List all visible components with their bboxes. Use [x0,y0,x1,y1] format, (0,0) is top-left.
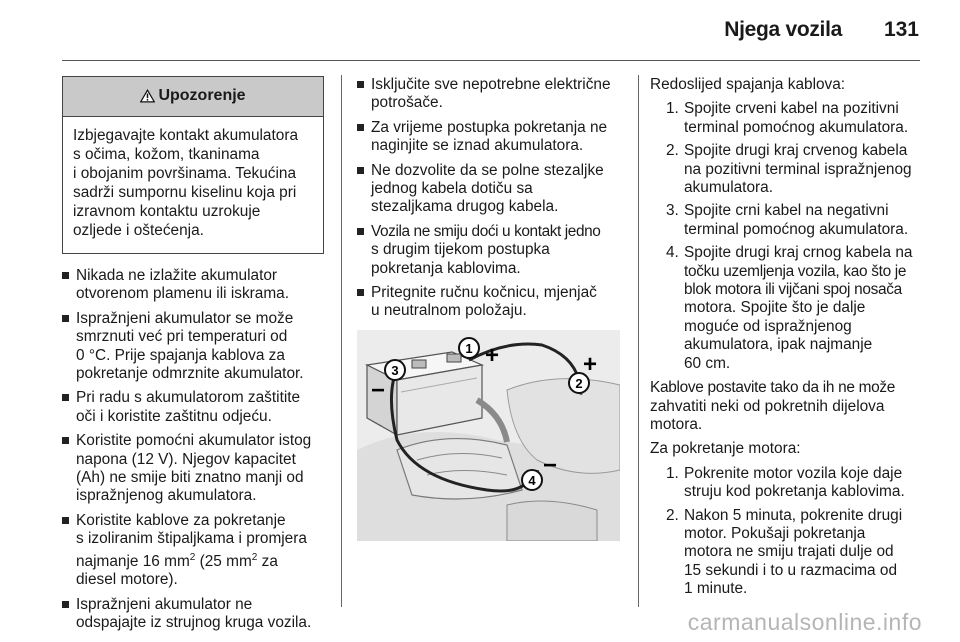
list-item [357,284,627,321]
text-line: 1 minute. [684,580,748,598]
marker-label: 1 [465,340,473,356]
text-line: (Ah) ne smije biti znatno manji od [76,469,304,487]
list-item [357,162,627,217]
marker-1 [459,338,479,358]
list-item [650,244,922,373]
text-line: pokretanje odmrznite akumulator. [76,365,304,383]
plus-sign: + [583,350,598,378]
bullet-square-icon [62,315,69,322]
text-line: zahvatiti neki od pokretnih dijelova [650,397,885,415]
text-line: motor. Pokušaji pokretanja [684,524,866,542]
text-line: Spojite crni kabel na negativni [684,202,889,220]
text-line: motora. [650,415,703,433]
text-line: odspajajte iz strujnog kruga vozila. [76,614,312,632]
warning-box [62,76,324,254]
list-item [357,76,627,113]
text-line: u neutralnom položaju. [371,302,527,320]
warning-line: Izbjegavajte kontakt akumulatora [73,127,299,144]
bullet-square-icon [62,601,69,608]
bullet-square-icon [62,437,69,444]
text-line: oči i koristite zaštitnu odjeću. [76,407,272,425]
list-item [62,389,324,426]
warning-line: i obojanim površinama. Tekućina [73,165,296,182]
text-line: motora. Spojite što je dalje [684,299,866,317]
superscript: 2 [251,551,258,563]
text-line: točku uzemljenja vozila, kao što je [684,262,907,280]
text-line: 15 sekundi i to u razmacima od [684,561,898,579]
warning-triangle-icon [140,89,155,103]
text-line: akumulatora, ipak najmanje [684,336,873,354]
text-line: Ispražnjeni akumulator ne [76,595,253,613]
header-divider [62,60,920,61]
connection-intro [650,76,922,94]
precaution-list [62,267,324,632]
list-item [62,310,324,384]
text-line: otvorenom plamenu ili iskrama. [76,285,289,303]
warning-header [63,77,323,117]
text-line: blok motora ili vijčani spoj nosača [684,281,902,299]
marker-label: 2 [575,375,583,391]
text-line: Za pokretanje motora: [650,440,801,458]
step-number: 3. [666,202,679,220]
text-line: pokretanja kablovima. [371,259,521,277]
marker-label: 3 [391,362,399,378]
text-line: Isključite sve nepotrebne električne [371,76,611,93]
column-left [62,76,324,638]
text-line: Spojite drugi kraj crvenog kabela [684,142,908,160]
engine-bay-drawing [357,330,620,541]
text-line: Pri radu s akumulatorom zaštitite [76,389,301,407]
text-line: terminal pomoćnog akumulatora. [684,118,909,136]
column-divider [341,75,342,607]
minus-sign: − [543,451,558,479]
text-line: Koristite pomoćni akumulator istog [76,432,312,450]
column-right [650,76,922,605]
text-line: moguće od ispražnjenog [684,317,852,335]
superscript: 2 [189,551,196,563]
warning-title: Upozorenje [158,87,246,105]
text-line: Spojite drugi kraj crnog kabela na [684,244,913,262]
page-number: 131 [883,18,919,41]
text-line: diesel motore). [76,571,178,589]
column-middle [357,76,627,541]
text-line: stezaljkama drugog kabela. [371,198,559,216]
text-line: Nakon 5 minuta, pokrenite drugi [684,506,903,524]
list-item [650,202,922,239]
text-line: Za vrijeme postupka pokretanja ne [371,118,608,136]
text-line [76,549,324,572]
warning-line: izravnom kontaktu uzrokuje [73,203,261,220]
list-item [357,119,627,156]
page-header [0,0,960,62]
bullet-square-icon [357,289,364,296]
plus-sign: + [485,341,500,369]
list-item [62,596,324,633]
text-line: struju kod pokretanja kablovima. [684,483,905,501]
minus-sign: − [371,376,386,404]
text-line: Spojite crveni kabel na pozitivni [684,100,899,118]
text-line: smrznuti već pri temperaturi od [76,328,288,346]
jump-start-illustration [357,330,620,541]
warning-line: s očima, kožom, tkaninama [73,146,260,163]
bullet-square-icon [357,81,364,88]
list-item [62,432,324,506]
bullet-square-icon [62,272,69,279]
marker-3 [385,360,405,380]
text-line: Redoslijed spajanja kablova: [650,76,846,93]
text-line: terminal pomoćnog akumulatora. [684,220,909,238]
start-intro [650,440,922,458]
cable-placement-note [650,379,922,434]
warning-line: ozljede i oštećenja. [73,222,204,239]
text-line: s izoliranim štipaljkama i promjera [76,530,307,548]
list-item [650,465,922,502]
marker-label: 4 [528,472,536,488]
text-line: 60 cm. [684,354,731,372]
text-fragment: najmanje 16 mm [76,552,190,570]
text-fragment: (25 mm [195,552,252,570]
text-line: Kablove postavite tako da ih ne može [650,379,896,397]
text-line: Koristite kablove za pokretanje [76,511,286,529]
list-item [650,507,922,599]
text-line: Vozila ne smiju doći u kontakt jedno [371,222,601,240]
text-line: Pritegnite ručnu kočnicu, mjenjač [371,284,597,302]
bullet-square-icon [357,167,364,174]
text-line: napona (12 V). Njegov kapacitet [76,450,296,468]
precaution-list-continued [357,76,627,321]
start-steps [650,465,922,599]
text-line: motora ne smiju trajati dulje od [684,543,894,561]
bullet-square-icon [357,124,364,131]
step-number: 2. [666,506,679,524]
warning-line: sadrži sumpornu kiselinu koja pri [73,184,297,201]
text-line: na pozitivni terminal ispražnjenog [684,160,912,178]
step-number: 4. [666,244,679,262]
text-fragment: za [257,552,278,570]
text-line: 0 °C. Prije spajanja kablova za [76,346,285,364]
section-title: Njega vozila [724,18,842,41]
text-line: Ispražnjeni akumulator se može [76,309,294,327]
text-line: jednog kabela dotiču sa [371,180,533,198]
list-item [650,142,922,197]
step-number: 2. [666,142,679,160]
list-item [62,512,324,590]
bullet-square-icon [62,394,69,401]
column-divider [638,75,639,607]
bullet-square-icon [62,517,69,524]
step-number: 1. [666,464,679,482]
text-line: ispražnjenog akumulatora. [76,487,257,505]
step-number: 1. [666,100,679,118]
list-item [357,223,627,278]
text-line: Pokrenite motor vozila koje daje [684,464,903,482]
list-item [62,267,324,304]
engine-block [507,501,597,541]
marker-4 [522,470,542,490]
text-line: naginjite se iznad akumulatora. [371,137,584,155]
text-line: akumulatora. [684,179,773,197]
text-line: potrošače. [371,94,443,112]
bullet-square-icon [357,228,364,235]
list-item [650,100,922,137]
text-line: Ne dozvolite da se polne stezaljke [371,161,604,179]
watermark: carmanualsonline.info [687,609,922,635]
connection-steps [650,100,922,373]
text-line: Nikada ne izlažite akumulator [76,267,278,284]
text-line: s drugim tijekom postupka [371,241,550,259]
warning-text [63,117,323,253]
